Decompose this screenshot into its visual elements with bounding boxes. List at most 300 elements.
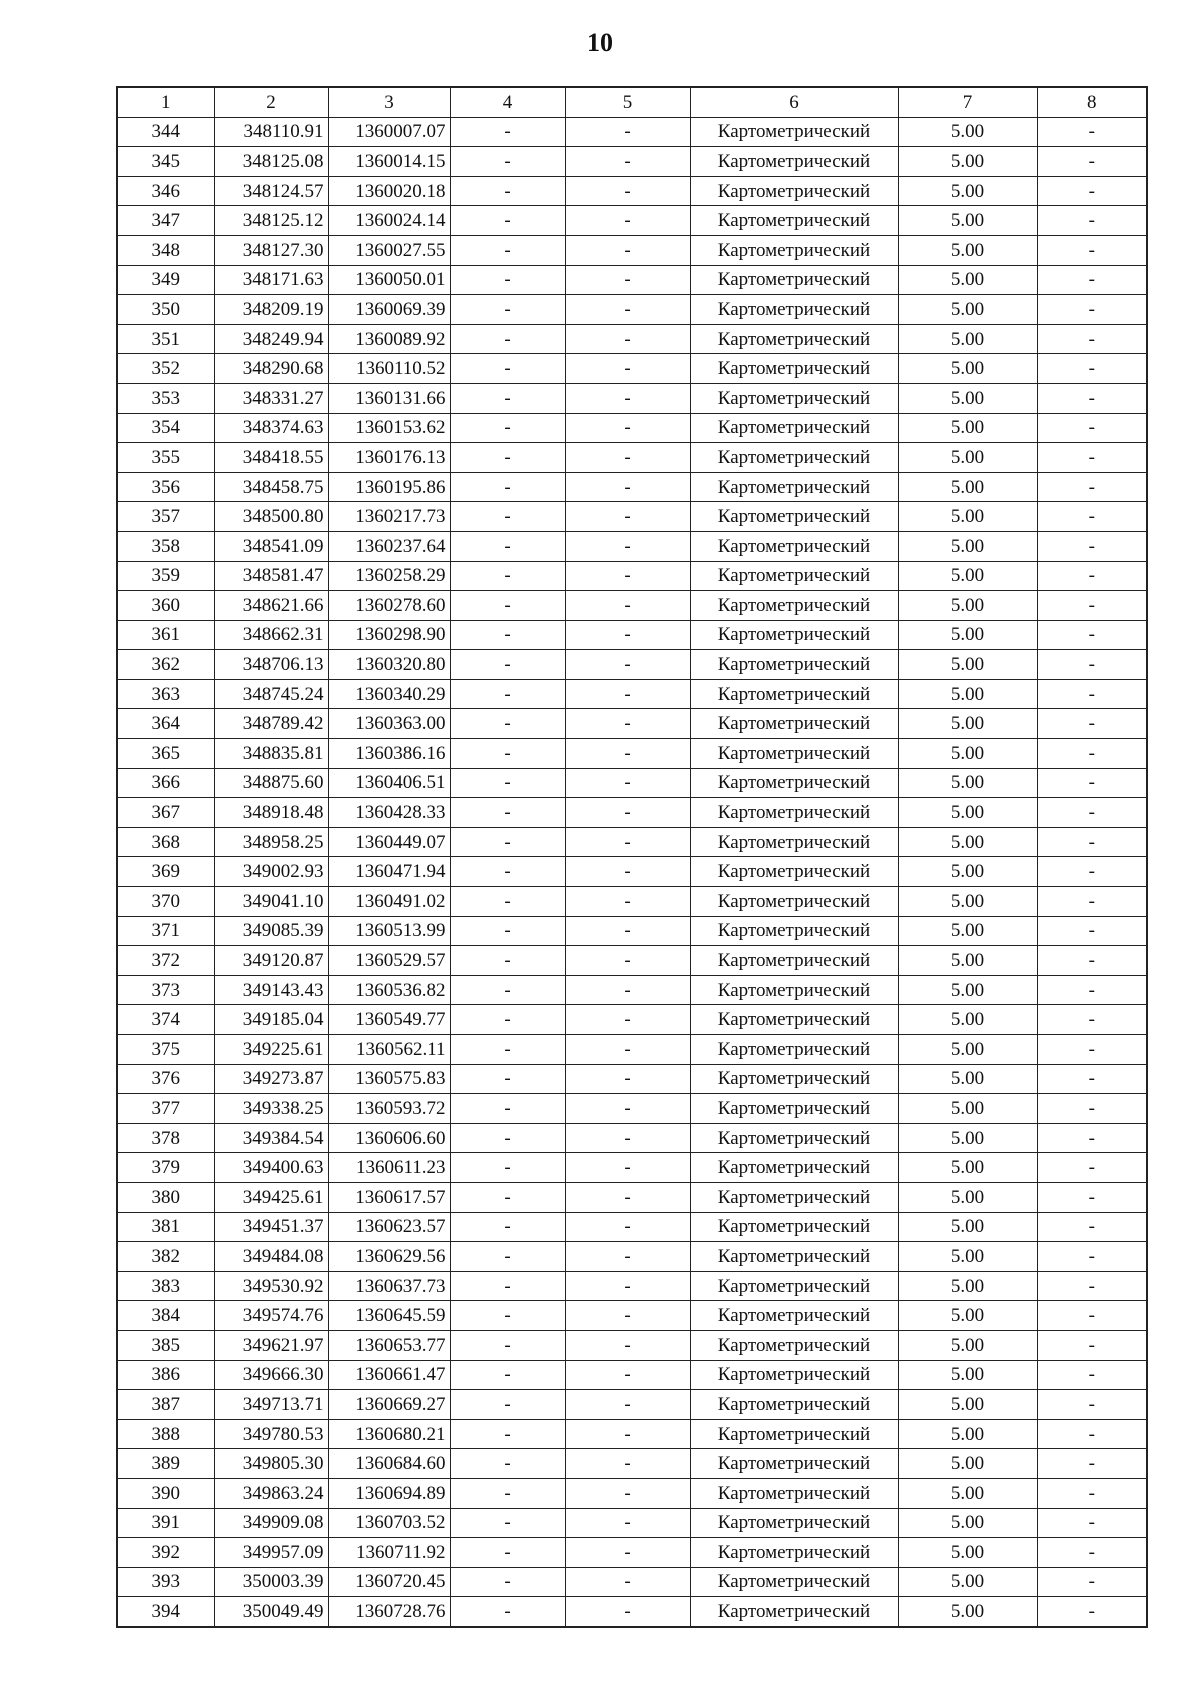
x-coordinate-cell: 348127.30 bbox=[214, 235, 328, 265]
method-cell: Картометрический bbox=[690, 1301, 898, 1331]
table-row bbox=[117, 1212, 1147, 1242]
col8-cell: - bbox=[1037, 1538, 1147, 1568]
x-coordinate-cell: 348374.63 bbox=[214, 413, 328, 443]
table-row bbox=[117, 1182, 1147, 1212]
col5-cell: - bbox=[565, 1064, 690, 1094]
point-number-cell: 382 bbox=[117, 1242, 214, 1272]
col5-cell: - bbox=[565, 1123, 690, 1153]
point-number-cell: 370 bbox=[117, 887, 214, 917]
method-cell: Картометрический bbox=[690, 739, 898, 769]
x-coordinate-cell: 349451.37 bbox=[214, 1212, 328, 1242]
col8-cell: - bbox=[1037, 1005, 1147, 1035]
col8-cell: - bbox=[1037, 620, 1147, 650]
col8-cell: - bbox=[1037, 561, 1147, 591]
y-coordinate-cell: 1360110.52 bbox=[328, 354, 450, 384]
y-coordinate-cell: 1360653.77 bbox=[328, 1330, 450, 1360]
method-cell: Картометрический bbox=[690, 502, 898, 532]
x-coordinate-cell: 348789.42 bbox=[214, 709, 328, 739]
point-number-cell: 379 bbox=[117, 1153, 214, 1183]
point-number-cell: 368 bbox=[117, 827, 214, 857]
x-coordinate-cell: 348918.48 bbox=[214, 798, 328, 828]
x-coordinate-cell: 349085.39 bbox=[214, 916, 328, 946]
col8-cell: - bbox=[1037, 1271, 1147, 1301]
x-coordinate-cell: 349530.92 bbox=[214, 1271, 328, 1301]
method-cell: Картометрический bbox=[690, 383, 898, 413]
col5-cell: - bbox=[565, 1212, 690, 1242]
y-coordinate-cell: 1360606.60 bbox=[328, 1123, 450, 1153]
table-row bbox=[117, 857, 1147, 887]
col4-cell: - bbox=[450, 1538, 565, 1568]
col4-cell: - bbox=[450, 1478, 565, 1508]
y-coordinate-cell: 1360491.02 bbox=[328, 887, 450, 917]
y-coordinate-cell: 1360720.45 bbox=[328, 1567, 450, 1597]
point-number-cell: 387 bbox=[117, 1390, 214, 1420]
point-number-cell: 364 bbox=[117, 709, 214, 739]
col8-cell: - bbox=[1037, 295, 1147, 325]
table-row bbox=[117, 531, 1147, 561]
y-coordinate-cell: 1360575.83 bbox=[328, 1064, 450, 1094]
table-row bbox=[117, 1005, 1147, 1035]
col4-cell: - bbox=[450, 354, 565, 384]
table-body bbox=[117, 117, 1147, 1627]
method-cell: Картометрический bbox=[690, 620, 898, 650]
method-cell: Картометрический bbox=[690, 472, 898, 502]
table-row bbox=[117, 1330, 1147, 1360]
col4-cell: - bbox=[450, 827, 565, 857]
accuracy-cell: 5.00 bbox=[898, 1035, 1037, 1065]
method-cell: Картометрический bbox=[690, 1508, 898, 1538]
col5-cell: - bbox=[565, 206, 690, 236]
col4-cell: - bbox=[450, 798, 565, 828]
y-coordinate-cell: 1360278.60 bbox=[328, 591, 450, 621]
table-row bbox=[117, 709, 1147, 739]
method-cell: Картометрический bbox=[690, 709, 898, 739]
col8-cell: - bbox=[1037, 1123, 1147, 1153]
y-coordinate-cell: 1360195.86 bbox=[328, 472, 450, 502]
col4-cell: - bbox=[450, 1330, 565, 1360]
col5-cell: - bbox=[565, 354, 690, 384]
col8-cell: - bbox=[1037, 383, 1147, 413]
point-number-cell: 390 bbox=[117, 1478, 214, 1508]
y-coordinate-cell: 1360027.55 bbox=[328, 235, 450, 265]
col8-cell: - bbox=[1037, 1301, 1147, 1331]
col5-cell: - bbox=[565, 1330, 690, 1360]
x-coordinate-cell: 349666.30 bbox=[214, 1360, 328, 1390]
table-row bbox=[117, 1035, 1147, 1065]
point-number-cell: 349 bbox=[117, 265, 214, 295]
col8-cell: - bbox=[1037, 857, 1147, 887]
x-coordinate-cell: 349041.10 bbox=[214, 887, 328, 917]
col4-cell: - bbox=[450, 176, 565, 206]
point-number-cell: 385 bbox=[117, 1330, 214, 1360]
table-row bbox=[117, 147, 1147, 177]
method-cell: Картометрический bbox=[690, 1567, 898, 1597]
point-number-cell: 356 bbox=[117, 472, 214, 502]
col8-cell: - bbox=[1037, 472, 1147, 502]
accuracy-cell: 5.00 bbox=[898, 1508, 1037, 1538]
table-row bbox=[117, 1271, 1147, 1301]
y-coordinate-cell: 1360406.51 bbox=[328, 768, 450, 798]
point-number-cell: 355 bbox=[117, 443, 214, 473]
x-coordinate-cell: 348875.60 bbox=[214, 768, 328, 798]
y-coordinate-cell: 1360645.59 bbox=[328, 1301, 450, 1331]
col8-cell: - bbox=[1037, 1094, 1147, 1124]
y-coordinate-cell: 1360258.29 bbox=[328, 561, 450, 591]
table-row bbox=[117, 1597, 1147, 1627]
accuracy-cell: 5.00 bbox=[898, 827, 1037, 857]
col8-cell: - bbox=[1037, 827, 1147, 857]
col5-cell: - bbox=[565, 472, 690, 502]
table-row bbox=[117, 916, 1147, 946]
table-row bbox=[117, 1301, 1147, 1331]
point-number-cell: 393 bbox=[117, 1567, 214, 1597]
col8-cell: - bbox=[1037, 1242, 1147, 1272]
table-row bbox=[117, 472, 1147, 502]
col4-cell: - bbox=[450, 206, 565, 236]
point-number-cell: 352 bbox=[117, 354, 214, 384]
col8-cell: - bbox=[1037, 679, 1147, 709]
col4-cell: - bbox=[450, 650, 565, 680]
table-row bbox=[117, 620, 1147, 650]
accuracy-cell: 5.00 bbox=[898, 531, 1037, 561]
point-number-cell: 376 bbox=[117, 1064, 214, 1094]
col8-cell: - bbox=[1037, 147, 1147, 177]
col5-cell: - bbox=[565, 147, 690, 177]
col5-cell: - bbox=[565, 1508, 690, 1538]
x-coordinate-cell: 348124.57 bbox=[214, 176, 328, 206]
table-row bbox=[117, 176, 1147, 206]
col8-cell: - bbox=[1037, 1360, 1147, 1390]
table-row bbox=[117, 679, 1147, 709]
method-cell: Картометрический bbox=[690, 265, 898, 295]
method-cell: Картометрический bbox=[690, 324, 898, 354]
col8-cell: - bbox=[1037, 117, 1147, 147]
accuracy-cell: 5.00 bbox=[898, 324, 1037, 354]
col5-cell: - bbox=[565, 413, 690, 443]
y-coordinate-cell: 1360131.66 bbox=[328, 383, 450, 413]
table-header-row bbox=[117, 87, 1147, 117]
col4-cell: - bbox=[450, 147, 565, 177]
point-number-cell: 366 bbox=[117, 768, 214, 798]
x-coordinate-cell: 349425.61 bbox=[214, 1182, 328, 1212]
table-row bbox=[117, 1242, 1147, 1272]
y-coordinate-cell: 1360050.01 bbox=[328, 265, 450, 295]
col4-cell: - bbox=[450, 591, 565, 621]
accuracy-cell: 5.00 bbox=[898, 1005, 1037, 1035]
col5-cell: - bbox=[565, 1390, 690, 1420]
table-row bbox=[117, 383, 1147, 413]
method-cell: Картометрический bbox=[690, 561, 898, 591]
col4-cell: - bbox=[450, 383, 565, 413]
x-coordinate-cell: 349120.87 bbox=[214, 946, 328, 976]
col8-cell: - bbox=[1037, 591, 1147, 621]
col5-cell: - bbox=[565, 709, 690, 739]
accuracy-cell: 5.00 bbox=[898, 443, 1037, 473]
point-number-cell: 365 bbox=[117, 739, 214, 769]
col4-cell: - bbox=[450, 1005, 565, 1035]
col5-cell: - bbox=[565, 295, 690, 325]
col4-cell: - bbox=[450, 235, 565, 265]
x-coordinate-cell: 348835.81 bbox=[214, 739, 328, 769]
y-coordinate-cell: 1360007.07 bbox=[328, 117, 450, 147]
point-number-cell: 373 bbox=[117, 975, 214, 1005]
x-coordinate-cell: 348171.63 bbox=[214, 265, 328, 295]
col4-cell: - bbox=[450, 295, 565, 325]
col5-cell: - bbox=[565, 265, 690, 295]
x-coordinate-cell: 349574.76 bbox=[214, 1301, 328, 1331]
col4-cell: - bbox=[450, 1271, 565, 1301]
point-number-cell: 351 bbox=[117, 324, 214, 354]
y-coordinate-cell: 1360669.27 bbox=[328, 1390, 450, 1420]
col4-cell: - bbox=[450, 561, 565, 591]
col5-cell: - bbox=[565, 531, 690, 561]
method-cell: Картометрический bbox=[690, 295, 898, 325]
col5-cell: - bbox=[565, 502, 690, 532]
column-header: 7 bbox=[898, 87, 1037, 117]
accuracy-cell: 5.00 bbox=[898, 620, 1037, 650]
accuracy-cell: 5.00 bbox=[898, 591, 1037, 621]
col4-cell: - bbox=[450, 1301, 565, 1331]
col4-cell: - bbox=[450, 887, 565, 917]
col8-cell: - bbox=[1037, 768, 1147, 798]
accuracy-cell: 5.00 bbox=[898, 679, 1037, 709]
point-number-cell: 367 bbox=[117, 798, 214, 828]
y-coordinate-cell: 1360089.92 bbox=[328, 324, 450, 354]
accuracy-cell: 5.00 bbox=[898, 798, 1037, 828]
col5-cell: - bbox=[565, 383, 690, 413]
accuracy-cell: 5.00 bbox=[898, 1567, 1037, 1597]
point-number-cell: 350 bbox=[117, 295, 214, 325]
accuracy-cell: 5.00 bbox=[898, 650, 1037, 680]
col4-cell: - bbox=[450, 443, 565, 473]
accuracy-cell: 5.00 bbox=[898, 206, 1037, 236]
table-row bbox=[117, 946, 1147, 976]
col8-cell: - bbox=[1037, 650, 1147, 680]
point-number-cell: 375 bbox=[117, 1035, 214, 1065]
col5-cell: - bbox=[565, 235, 690, 265]
method-cell: Картометрический bbox=[690, 147, 898, 177]
col4-cell: - bbox=[450, 709, 565, 739]
x-coordinate-cell: 348458.75 bbox=[214, 472, 328, 502]
col5-cell: - bbox=[565, 1005, 690, 1035]
x-coordinate-cell: 349805.30 bbox=[214, 1449, 328, 1479]
col5-cell: - bbox=[565, 975, 690, 1005]
y-coordinate-cell: 1360217.73 bbox=[328, 502, 450, 532]
accuracy-cell: 5.00 bbox=[898, 857, 1037, 887]
method-cell: Картометрический bbox=[690, 413, 898, 443]
col8-cell: - bbox=[1037, 709, 1147, 739]
point-number-cell: 380 bbox=[117, 1182, 214, 1212]
accuracy-cell: 5.00 bbox=[898, 502, 1037, 532]
y-coordinate-cell: 1360449.07 bbox=[328, 827, 450, 857]
y-coordinate-cell: 1360623.57 bbox=[328, 1212, 450, 1242]
col5-cell: - bbox=[565, 1271, 690, 1301]
col4-cell: - bbox=[450, 502, 565, 532]
col5-cell: - bbox=[565, 620, 690, 650]
col4-cell: - bbox=[450, 679, 565, 709]
y-coordinate-cell: 1360728.76 bbox=[328, 1597, 450, 1627]
x-coordinate-cell: 349002.93 bbox=[214, 857, 328, 887]
col5-cell: - bbox=[565, 1035, 690, 1065]
coordinates-table bbox=[116, 86, 1148, 1628]
y-coordinate-cell: 1360513.99 bbox=[328, 916, 450, 946]
y-coordinate-cell: 1360298.90 bbox=[328, 620, 450, 650]
col4-cell: - bbox=[450, 768, 565, 798]
col4-cell: - bbox=[450, 857, 565, 887]
point-number-cell: 394 bbox=[117, 1597, 214, 1627]
accuracy-cell: 5.00 bbox=[898, 1182, 1037, 1212]
col5-cell: - bbox=[565, 1182, 690, 1212]
method-cell: Картометрический bbox=[690, 1538, 898, 1568]
col5-cell: - bbox=[565, 798, 690, 828]
col4-cell: - bbox=[450, 1567, 565, 1597]
table-row bbox=[117, 413, 1147, 443]
accuracy-cell: 5.00 bbox=[898, 887, 1037, 917]
col5-cell: - bbox=[565, 946, 690, 976]
accuracy-cell: 5.00 bbox=[898, 975, 1037, 1005]
table-row bbox=[117, 1064, 1147, 1094]
table-row bbox=[117, 561, 1147, 591]
col5-cell: - bbox=[565, 1242, 690, 1272]
col8-cell: - bbox=[1037, 206, 1147, 236]
col5-cell: - bbox=[565, 1567, 690, 1597]
y-coordinate-cell: 1360617.57 bbox=[328, 1182, 450, 1212]
col4-cell: - bbox=[450, 975, 565, 1005]
col4-cell: - bbox=[450, 1153, 565, 1183]
table-row bbox=[117, 117, 1147, 147]
col8-cell: - bbox=[1037, 1064, 1147, 1094]
accuracy-cell: 5.00 bbox=[898, 1094, 1037, 1124]
col5-cell: - bbox=[565, 1478, 690, 1508]
method-cell: Картометрический bbox=[690, 1449, 898, 1479]
col4-cell: - bbox=[450, 1449, 565, 1479]
x-coordinate-cell: 348706.13 bbox=[214, 650, 328, 680]
table-row bbox=[117, 502, 1147, 532]
x-coordinate-cell: 348745.24 bbox=[214, 679, 328, 709]
col8-cell: - bbox=[1037, 176, 1147, 206]
col5-cell: - bbox=[565, 650, 690, 680]
point-number-cell: 360 bbox=[117, 591, 214, 621]
accuracy-cell: 5.00 bbox=[898, 1449, 1037, 1479]
x-coordinate-cell: 349863.24 bbox=[214, 1478, 328, 1508]
point-number-cell: 346 bbox=[117, 176, 214, 206]
col8-cell: - bbox=[1037, 1153, 1147, 1183]
table-row bbox=[117, 295, 1147, 325]
point-number-cell: 377 bbox=[117, 1094, 214, 1124]
x-coordinate-cell: 349185.04 bbox=[214, 1005, 328, 1035]
method-cell: Картометрический bbox=[690, 1005, 898, 1035]
accuracy-cell: 5.00 bbox=[898, 147, 1037, 177]
x-coordinate-cell: 349780.53 bbox=[214, 1419, 328, 1449]
method-cell: Картометрический bbox=[690, 946, 898, 976]
accuracy-cell: 5.00 bbox=[898, 1123, 1037, 1153]
accuracy-cell: 5.00 bbox=[898, 295, 1037, 325]
col5-cell: - bbox=[565, 1153, 690, 1183]
x-coordinate-cell: 348500.80 bbox=[214, 502, 328, 532]
col8-cell: - bbox=[1037, 1449, 1147, 1479]
col8-cell: - bbox=[1037, 1478, 1147, 1508]
col8-cell: - bbox=[1037, 739, 1147, 769]
col5-cell: - bbox=[565, 561, 690, 591]
x-coordinate-cell: 349225.61 bbox=[214, 1035, 328, 1065]
point-number-cell: 384 bbox=[117, 1301, 214, 1331]
accuracy-cell: 5.00 bbox=[898, 1301, 1037, 1331]
point-number-cell: 386 bbox=[117, 1360, 214, 1390]
x-coordinate-cell: 348331.27 bbox=[214, 383, 328, 413]
col5-cell: - bbox=[565, 827, 690, 857]
col5-cell: - bbox=[565, 1538, 690, 1568]
col8-cell: - bbox=[1037, 1597, 1147, 1627]
x-coordinate-cell: 348621.66 bbox=[214, 591, 328, 621]
x-coordinate-cell: 348290.68 bbox=[214, 354, 328, 384]
x-coordinate-cell: 348958.25 bbox=[214, 827, 328, 857]
y-coordinate-cell: 1360637.73 bbox=[328, 1271, 450, 1301]
accuracy-cell: 5.00 bbox=[898, 413, 1037, 443]
x-coordinate-cell: 349400.63 bbox=[214, 1153, 328, 1183]
method-cell: Картометрический bbox=[690, 176, 898, 206]
point-number-cell: 348 bbox=[117, 235, 214, 265]
point-number-cell: 345 bbox=[117, 147, 214, 177]
accuracy-cell: 5.00 bbox=[898, 1538, 1037, 1568]
col8-cell: - bbox=[1037, 887, 1147, 917]
col8-cell: - bbox=[1037, 946, 1147, 976]
x-coordinate-cell: 348125.12 bbox=[214, 206, 328, 236]
y-coordinate-cell: 1360471.94 bbox=[328, 857, 450, 887]
table-row bbox=[117, 1508, 1147, 1538]
column-header: 4 bbox=[450, 87, 565, 117]
accuracy-cell: 5.00 bbox=[898, 1360, 1037, 1390]
col4-cell: - bbox=[450, 1508, 565, 1538]
table-row bbox=[117, 887, 1147, 917]
method-cell: Картометрический bbox=[690, 1035, 898, 1065]
point-number-cell: 359 bbox=[117, 561, 214, 591]
y-coordinate-cell: 1360428.33 bbox=[328, 798, 450, 828]
col8-cell: - bbox=[1037, 324, 1147, 354]
point-number-cell: 391 bbox=[117, 1508, 214, 1538]
method-cell: Картометрический bbox=[690, 975, 898, 1005]
y-coordinate-cell: 1360680.21 bbox=[328, 1419, 450, 1449]
col4-cell: - bbox=[450, 324, 565, 354]
y-coordinate-cell: 1360020.18 bbox=[328, 176, 450, 206]
col4-cell: - bbox=[450, 1094, 565, 1124]
y-coordinate-cell: 1360176.13 bbox=[328, 443, 450, 473]
accuracy-cell: 5.00 bbox=[898, 1330, 1037, 1360]
x-coordinate-cell: 350003.39 bbox=[214, 1567, 328, 1597]
col4-cell: - bbox=[450, 1035, 565, 1065]
col8-cell: - bbox=[1037, 1182, 1147, 1212]
method-cell: Картометрический bbox=[690, 354, 898, 384]
y-coordinate-cell: 1360549.77 bbox=[328, 1005, 450, 1035]
y-coordinate-cell: 1360611.23 bbox=[328, 1153, 450, 1183]
x-coordinate-cell: 348249.94 bbox=[214, 324, 328, 354]
column-header: 6 bbox=[690, 87, 898, 117]
y-coordinate-cell: 1360593.72 bbox=[328, 1094, 450, 1124]
col5-cell: - bbox=[565, 768, 690, 798]
point-number-cell: 361 bbox=[117, 620, 214, 650]
accuracy-cell: 5.00 bbox=[898, 235, 1037, 265]
col8-cell: - bbox=[1037, 1035, 1147, 1065]
accuracy-cell: 5.00 bbox=[898, 916, 1037, 946]
y-coordinate-cell: 1360694.89 bbox=[328, 1478, 450, 1508]
method-cell: Картометрический bbox=[690, 1390, 898, 1420]
table-row bbox=[117, 443, 1147, 473]
y-coordinate-cell: 1360024.14 bbox=[328, 206, 450, 236]
point-number-cell: 354 bbox=[117, 413, 214, 443]
method-cell: Картометрический bbox=[690, 1123, 898, 1153]
column-header: 3 bbox=[328, 87, 450, 117]
point-number-cell: 358 bbox=[117, 531, 214, 561]
accuracy-cell: 5.00 bbox=[898, 354, 1037, 384]
